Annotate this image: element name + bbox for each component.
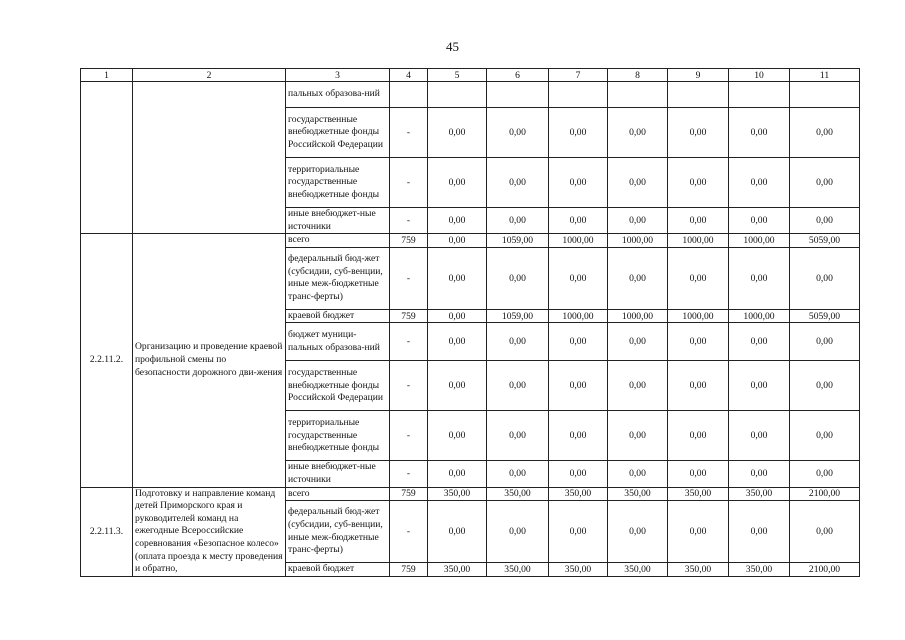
amount-cell: 0,00	[428, 247, 487, 309]
amount-cell: 0,00	[790, 208, 860, 234]
budget-code-cell: -	[390, 208, 428, 234]
amount-cell: 350,00	[668, 487, 729, 501]
amount-cell: 1000,00	[729, 234, 790, 248]
amount-cell: 0,00	[668, 108, 729, 158]
amount-cell: 0,00	[608, 461, 668, 487]
amount-cell: 0,00	[608, 208, 668, 234]
amount-cell: 0,00	[729, 158, 790, 208]
amount-cell: 0,00	[428, 501, 487, 563]
amount-cell: 0,00	[790, 323, 860, 361]
amount-cell: 0,00	[729, 361, 790, 411]
funding-source: бюджет муници-пальных образова-ний	[286, 323, 390, 361]
funding-source: краевой бюджет	[286, 563, 390, 577]
column-number-row	[81, 69, 860, 82]
amount-cell: 0,00	[668, 323, 729, 361]
amount-cell: 0,00	[428, 108, 487, 158]
amount-cell: 0,00	[668, 158, 729, 208]
amount-cell: 350,00	[549, 563, 608, 577]
amount-cell: 0,00	[487, 108, 549, 158]
budget-code-cell: -	[390, 247, 428, 309]
table-row	[81, 487, 860, 501]
amount-cell: 0,00	[790, 501, 860, 563]
amount-cell: 0,00	[549, 361, 608, 411]
amount-cell: 1000,00	[668, 234, 729, 248]
funding-source: иные внебюджет-ные источники	[286, 461, 390, 487]
amount-cell: 0,00	[549, 411, 608, 461]
funding-source: государственные внебюджетные фонды Российской Федерации	[286, 361, 390, 411]
amount-cell: 350,00	[428, 487, 487, 501]
amount-cell: 0,00	[428, 323, 487, 361]
budget-code-cell: 759	[390, 309, 428, 323]
column-number-8: 8	[608, 69, 668, 82]
amount-cell: 0,00	[668, 208, 729, 234]
amount-cell: 0,00	[487, 323, 549, 361]
funding-source: территориальные государственные внебюджетные фонды	[286, 158, 390, 208]
amount-cell: 5059,00	[790, 309, 860, 323]
amount-cell: 0,00	[487, 361, 549, 411]
amount-cell: 0,00	[549, 501, 608, 563]
amount-cell	[428, 82, 487, 108]
amount-cell: 0,00	[668, 411, 729, 461]
amount-cell: 0,00	[549, 323, 608, 361]
amount-cell: 0,00	[608, 247, 668, 309]
amount-cell: 0,00	[729, 323, 790, 361]
funding-source: федеральный бюд-жет (субсидии, суб-венции, иные меж-бюджетные транс-ферты)	[286, 501, 390, 563]
budget-table	[80, 68, 860, 577]
budget-code-cell: -	[390, 108, 428, 158]
budget-code-cell: -	[390, 158, 428, 208]
budget-code-cell: -	[390, 323, 428, 361]
column-number-10: 10	[729, 69, 790, 82]
amount-cell: 0,00	[608, 158, 668, 208]
budget-code-cell: -	[390, 461, 428, 487]
column-number-2: 2	[133, 69, 286, 82]
column-number-7: 7	[549, 69, 608, 82]
amount-cell: 0,00	[549, 158, 608, 208]
column-number-3: 3	[286, 69, 390, 82]
amount-cell: 350,00	[668, 563, 729, 577]
budget-code-cell: -	[390, 411, 428, 461]
amount-cell: 0,00	[608, 501, 668, 563]
amount-cell: 0,00	[549, 108, 608, 158]
table-row	[81, 234, 860, 248]
page-number: 45	[446, 39, 459, 54]
funding-source: пальных образова-ний	[286, 82, 390, 108]
amount-cell: 0,00	[790, 411, 860, 461]
funding-source: всего	[286, 234, 390, 248]
measure-name: Подготовку и направление команд детей Приморского края и руководителей команд на ежегодные Всероссийские соревнования «Безопасное колесо» (оплата проезда к месту проведения и обратно,	[133, 487, 286, 576]
amount-cell: 0,00	[790, 361, 860, 411]
amount-cell: 1059,00	[487, 309, 549, 323]
budget-code-cell	[390, 82, 428, 108]
amount-cell: 0,00	[487, 158, 549, 208]
amount-cell: 0,00	[729, 411, 790, 461]
amount-cell: 1000,00	[668, 309, 729, 323]
column-number-1: 1	[81, 69, 133, 82]
amount-cell: 0,00	[428, 309, 487, 323]
funding-source: федеральный бюд-жет (субсидии, суб-венции, иные меж-бюджетные транс-ферты)	[286, 247, 390, 309]
amount-cell	[668, 82, 729, 108]
amount-cell: 350,00	[549, 487, 608, 501]
amount-cell	[608, 82, 668, 108]
amount-cell: 1000,00	[608, 234, 668, 248]
column-number-4: 4	[390, 69, 428, 82]
amount-cell: 0,00	[729, 501, 790, 563]
amount-cell: 350,00	[729, 487, 790, 501]
amount-cell	[549, 82, 608, 108]
amount-cell: 0,00	[549, 247, 608, 309]
budget-code-cell: 759	[390, 234, 428, 248]
amount-cell: 0,00	[549, 461, 608, 487]
amount-cell: 0,00	[487, 208, 549, 234]
funding-source: государственные внебюджетные фонды Российской Федерации	[286, 108, 390, 158]
column-number-6: 6	[487, 69, 549, 82]
amount-cell: 0,00	[487, 501, 549, 563]
table-body	[81, 82, 860, 577]
amount-cell: 5059,00	[790, 234, 860, 248]
column-number-11: 11	[790, 69, 860, 82]
amount-cell: 0,00	[428, 158, 487, 208]
amount-cell: 0,00	[729, 461, 790, 487]
amount-cell: 0,00	[729, 108, 790, 158]
amount-cell: 0,00	[790, 461, 860, 487]
amount-cell: 1000,00	[549, 309, 608, 323]
amount-cell: 350,00	[608, 563, 668, 577]
amount-cell: 0,00	[608, 361, 668, 411]
amount-cell	[487, 82, 549, 108]
amount-cell: 0,00	[608, 411, 668, 461]
amount-cell: 0,00	[428, 234, 487, 248]
amount-cell: 0,00	[487, 461, 549, 487]
amount-cell	[790, 82, 860, 108]
amount-cell: 0,00	[428, 361, 487, 411]
amount-cell: 0,00	[487, 411, 549, 461]
amount-cell: 350,00	[487, 487, 549, 501]
funding-source: территориальные государственные внебюджетные фонды	[286, 411, 390, 461]
funding-source: иные внебюджет-ные источники	[286, 208, 390, 234]
budget-code-cell: 759	[390, 487, 428, 501]
amount-cell: 0,00	[428, 411, 487, 461]
amount-cell: 0,00	[668, 461, 729, 487]
amount-cell: 0,00	[487, 247, 549, 309]
measure-name: Организацию и проведение краевой профильной смены по безопасности дорожного дви-жения	[133, 234, 286, 487]
amount-cell: 0,00	[729, 247, 790, 309]
amount-cell: 350,00	[608, 487, 668, 501]
measure-code	[81, 82, 133, 234]
amount-cell: 0,00	[549, 208, 608, 234]
amount-cell: 1000,00	[549, 234, 608, 248]
amount-cell: 350,00	[428, 563, 487, 577]
amount-cell	[729, 82, 790, 108]
amount-cell: 0,00	[790, 108, 860, 158]
budget-code-cell: -	[390, 361, 428, 411]
amount-cell: 0,00	[790, 158, 860, 208]
amount-cell: 2100,00	[790, 563, 860, 577]
column-number-5: 5	[428, 69, 487, 82]
amount-cell: 0,00	[428, 208, 487, 234]
amount-cell: 1000,00	[729, 309, 790, 323]
table-row	[81, 82, 860, 108]
amount-cell: 0,00	[668, 361, 729, 411]
amount-cell: 1059,00	[487, 234, 549, 248]
amount-cell: 350,00	[487, 563, 549, 577]
funding-source: краевой бюджет	[286, 309, 390, 323]
amount-cell: 0,00	[790, 247, 860, 309]
column-number-9: 9	[668, 69, 729, 82]
measure-code: 2.2.11.2.	[81, 234, 133, 487]
amount-cell: 0,00	[729, 208, 790, 234]
budget-code-cell: 759	[390, 563, 428, 577]
measure-code: 2.2.11.3.	[81, 487, 133, 576]
funding-source: всего	[286, 487, 390, 501]
amount-cell: 1000,00	[608, 309, 668, 323]
amount-cell: 2100,00	[790, 487, 860, 501]
amount-cell: 0,00	[608, 108, 668, 158]
budget-code-cell: -	[390, 501, 428, 563]
amount-cell: 0,00	[608, 323, 668, 361]
amount-cell: 0,00	[668, 247, 729, 309]
amount-cell: 0,00	[668, 501, 729, 563]
measure-name	[133, 82, 286, 234]
amount-cell: 350,00	[729, 563, 790, 577]
amount-cell: 0,00	[428, 461, 487, 487]
